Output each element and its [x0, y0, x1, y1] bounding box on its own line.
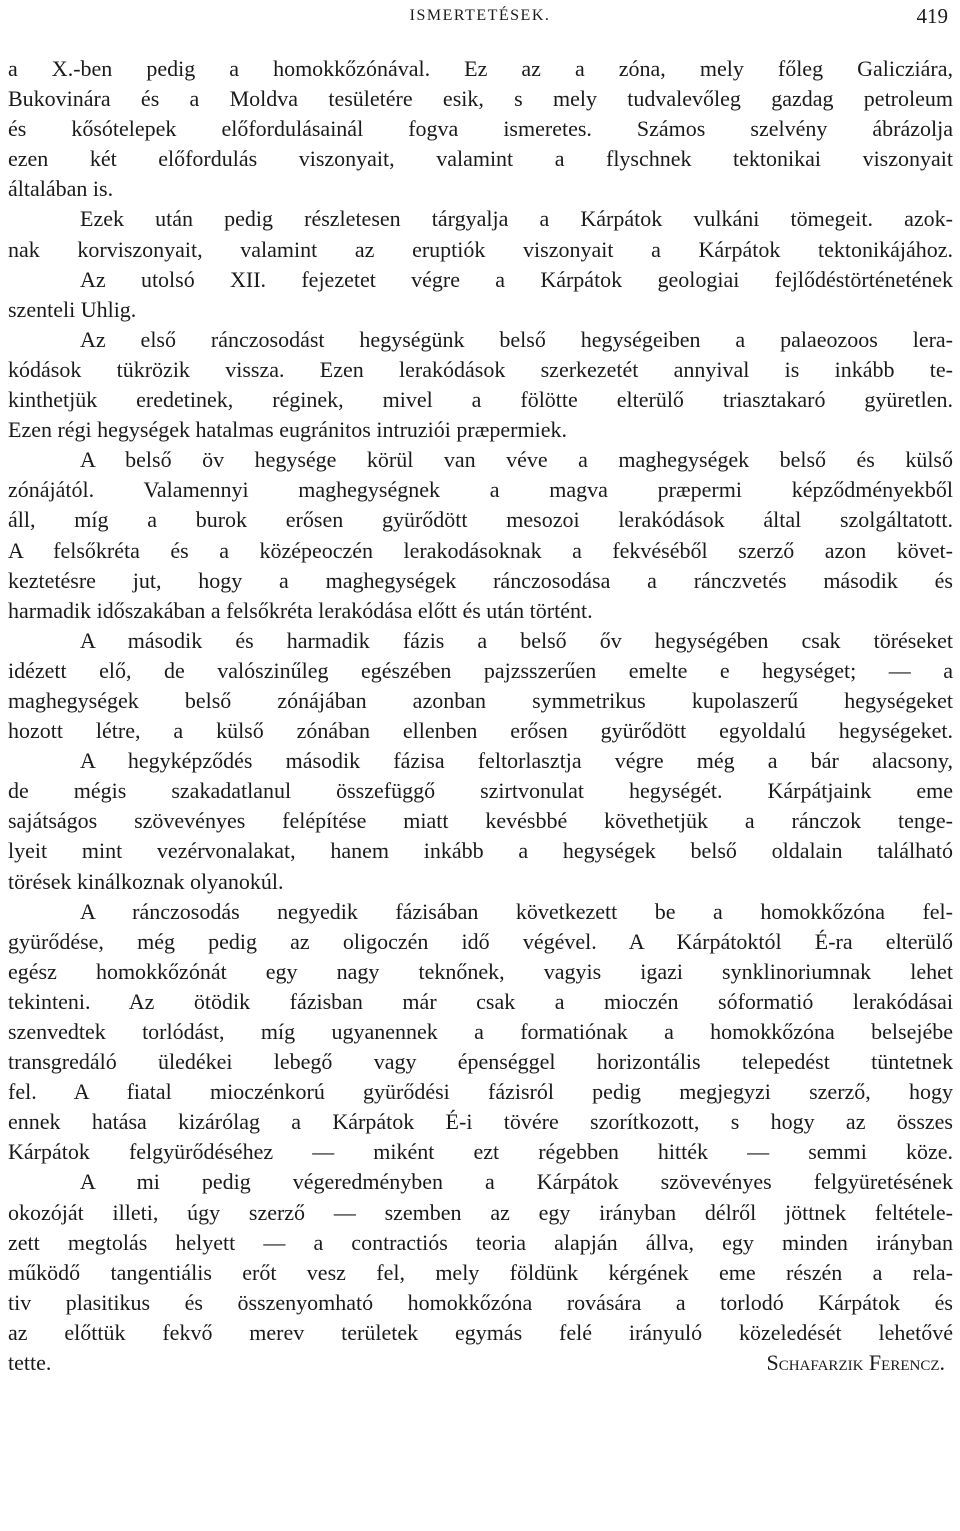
- text-line: sajátságos szövevényes felépítése miatt kevésbbé követhetjük a ránczok tenge-: [8, 808, 953, 834]
- text-line: lyeit mint vezérvonalakat, hanem inkább a hegységek belső oldalain található: [8, 838, 953, 864]
- text-line: A hegyképződés második fázisa feltorlasztja végre még a bár alacsony,: [80, 748, 953, 774]
- text-line: A második és harmadik fázis a belső őv hegységében csak töréseket: [80, 627, 953, 653]
- text-line: harmadik időszakában a felsőkréta lerakódása előtt és után történt.: [8, 597, 593, 623]
- text-line: Az utolsó XII. fejezetet végre a Kárpátok geologiai fejlődéstörténetének: [80, 266, 953, 292]
- text-line: ennek hatása kizárólag a Kárpátok É-i tövére szorítkozott, s hogy az összes: [8, 1109, 953, 1135]
- text-line: A mi pedig végeredményben a Kárpátok szövevényes felgyüretésének: [80, 1169, 953, 1195]
- text-line: a X.-ben pedig a homokkőzónával. Ez az a zóna, mely főleg Galicziára,: [8, 56, 953, 81]
- text-line: és kősótelepek előfordulásainál fogva ismeretes. Számos szelvény ábrázolja: [8, 116, 953, 142]
- text-line: keztetésre jut, hogy a maghegységek ránczosodása a ránczvetés második és: [8, 567, 953, 593]
- text-line: nak korviszonyait, valamint az eruptiók viszonyait a Kárpátok tektonikájához.: [8, 236, 953, 262]
- text-line: hozott létre, a külső zónában ellenben erősen gyürődött egyoldalú hegységeket.: [8, 718, 953, 744]
- text-line: de mégis szakadatlanul összefüggő szirtvonulat hegységét. Kárpátjaink eme: [8, 778, 953, 804]
- text-line: tiv plasitikus és összenyomható homokkőzóna rovására a torlodó Kárpátok és: [8, 1289, 953, 1315]
- text-line: Az első ránczosodást hegységünk belső hegységeiben a palaeozoos lera-: [80, 326, 953, 352]
- text-line: szenvedtek torlódást, míg ugyanennek a formatiónak a homokkőzóna belsejébe: [8, 1019, 953, 1044]
- text-line: A ránczosodás negyedik fázisában következett be a homokkőzóna fel-: [80, 898, 953, 924]
- text-line: törések kinálkoznak olyanokúl.: [8, 868, 284, 894]
- text-line: működő tangentiális erőt vesz fel, mely földünk kérgének eme részén a rela-: [8, 1259, 953, 1285]
- text-line: maghegységek belső zónájában azonban symmetrikus kupolaszerű hegységeket: [8, 687, 953, 713]
- text-line: egész homokkőzónát egy nagy teknőnek, vagyis igazi synklinoriumnak lehet: [8, 958, 953, 984]
- text-line: Ezek után pedig részletesen tárgyalja a Kárpátok vulkáni tömegeit. azok-: [80, 206, 953, 232]
- running-head: [0, 2, 960, 30]
- text-line: Bukovinára és a Moldva tesületére esik, s mely tudvalevőleg gazdag petroleum: [8, 86, 953, 112]
- text-line: transgredáló üledékei lebegő vagy épenséggel horizontális telepedést tüntetnek: [8, 1049, 953, 1075]
- closing-text: tette.: [8, 1350, 52, 1376]
- text-line: idézett elő, de valószinűleg egészében pajzsszerűen emelte e hegységet; — a: [8, 657, 953, 683]
- closing-line: [8, 1348, 953, 1378]
- text-line: fel. A fiatal mioczénkorú gyürődési fázisról pedig megjegyzi szerző, hogy: [8, 1079, 953, 1105]
- body-text: [8, 54, 953, 1378]
- text-line: zónájától. Valamennyi maghegységnek a magva præpermi képződményekből: [8, 477, 953, 503]
- text-line: áll, míg a burok erősen gyürődött mesozoi lerakódások által szolgáltatott.: [8, 507, 953, 533]
- text-line: Kárpátok felgyürődéséhez — miként ezt régebben hitték — semmi köze.: [8, 1139, 953, 1165]
- author-signature: Schafarzik Ferencz.: [766, 1350, 945, 1376]
- text-line: A felsőkréta és a középeoczén lerakodásoknak a fekvéséből szerző azon követ-: [8, 537, 953, 563]
- text-line: Ezen régi hegységek hatalmas eugránitos intruziói præpermiek.: [8, 417, 567, 443]
- section-title: ISMERTETÉSEK.: [409, 7, 551, 24]
- page-number: 419: [916, 4, 948, 28]
- text-line: kódások tükrözik vissza. Ezen lerakódások szerkezetét annyival is inkább te-: [8, 356, 953, 382]
- text-line: okozóját illeti, úgy szerző — szemben az egy irányban délről jöttnek feltétele-: [8, 1199, 953, 1225]
- text-line: az előttük fekvő merev területek egymás felé irányuló közeledését lehetővé: [8, 1319, 953, 1345]
- text-line: tekinteni. Az ötödik fázisban már csak a mioczén sóformatió lerakódásai: [8, 988, 953, 1014]
- text-line: A belső öv hegysége körül van véve a maghegységek belső és külső: [80, 447, 953, 473]
- text-line: általában is.: [8, 176, 114, 202]
- text-line: ezen két előfordulás viszonyait, valamint a flyschnek tektonikai viszonyait: [8, 146, 953, 172]
- text-line: kinthetjük eredetinek, réginek, mivel a fölötte elterülő triasztakaró gyüretlen.: [8, 387, 953, 413]
- text-line: szenteli Uhlig.: [8, 296, 137, 322]
- text-line: zett megtolás helyett — a contractiós teoria alapján állva, egy minden irányban: [8, 1229, 953, 1255]
- text-line: gyürődése, még pedig az oligoczén idő végével. A Kárpátoktól É-ra elterülő: [8, 928, 953, 954]
